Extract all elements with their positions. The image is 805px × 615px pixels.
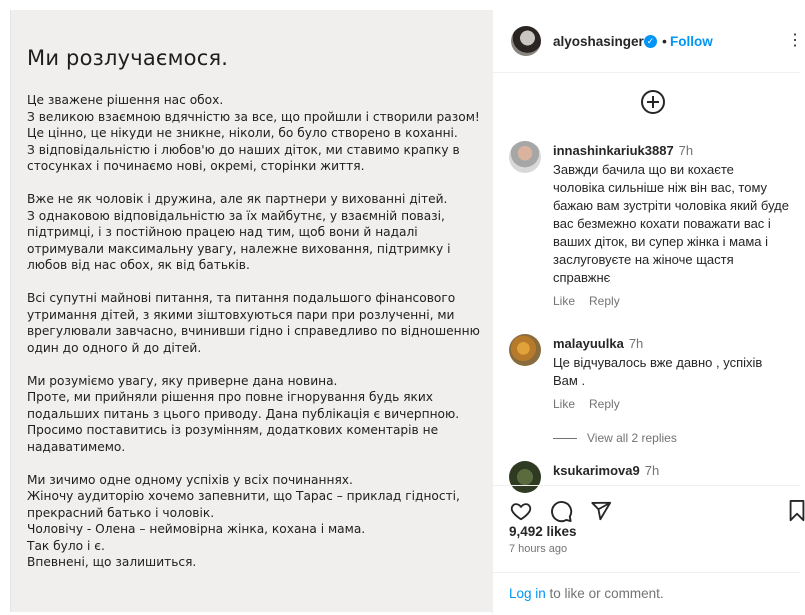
post-header <box>493 10 803 73</box>
post-image <box>10 10 492 612</box>
like-comment-button[interactable]: Like <box>553 397 576 411</box>
comment-item <box>493 461 800 485</box>
post-actions-bar <box>493 485 800 526</box>
login-link[interactable]: Log in <box>509 586 546 601</box>
comment-actions <box>553 294 634 308</box>
more-options-icon[interactable]: ⋮ <box>787 32 803 49</box>
view-replies-button[interactable] <box>553 431 677 445</box>
post-timestamp: 7 hours ago <box>509 543 568 555</box>
avatar[interactable] <box>511 26 541 56</box>
post-paragraph: Ми розуміємо увагу, яку приверне дана новина. Проте, ми прийняли рішення про повне ігнорування будь яких подальших питань з цього приводу. Дана публікація є вичерпною. Просимо поставитись із розумінням, додаткових коментарів не надаватимемо. <box>27 373 460 454</box>
share-icon[interactable] <box>590 500 612 522</box>
bookmark-icon[interactable] <box>789 500 805 522</box>
author-username[interactable]: alyoshasinger <box>553 34 644 49</box>
comment-icon[interactable] <box>550 500 573 523</box>
likes-count[interactable]: 9,492 likes <box>509 524 577 539</box>
reply-button[interactable]: Reply <box>589 294 620 308</box>
post-paragraph: Це зважене рішення нас обох. З великою взаємною вдячністю за все, що пройшли і створили разом! Це цінно, це нікуди не зникне, ніколи, бо було створено в коханні. З відповідальністю і любов'ю до наших діток, ми ставимо крапку в стосунках і починаємо нові, окремі, сторінки життя. <box>27 93 480 173</box>
commenter-username[interactable]: ksukarimova9 <box>553 463 640 478</box>
verified-badge-icon: ✓ <box>644 35 657 48</box>
comment-header <box>553 143 693 158</box>
comment-text: Завжди бачила що ви кохаєте чоловіка сильніше ніж він вас, тому бажаю вам зустріти чоловіка який буде вас безмежно кохати поважати вас і ваших діток, ви супер жінка і мама і заслуговуєте на жіноче щастя справжнє <box>553 162 789 285</box>
commenter-avatar[interactable] <box>509 141 541 173</box>
comment-header <box>553 463 659 478</box>
post-paragraph: Вже не як чоловік і дружина, але як партнери у вихованні дітей. З однаковою відповідальністю за їх майбутнє, у взаємній повазі, підтримці, і з постійною працею над тим, щоб вони й надалі отримували максимальну увагу, належне виховання, підтримку і любов від нас обох, як від батьків. <box>27 192 451 272</box>
login-bar <box>493 572 800 615</box>
comment-time: 7h <box>628 336 644 351</box>
comment-time: 7h <box>644 463 660 478</box>
comment-text: Це відчувалось вже давно , успіхів Вам . <box>553 355 763 388</box>
post-paragraph: Всі супутні майнові питання, та питання подальшого фінансового утримання дітей, з якими зіштовхуються пари при розлученні, ми врегулювали завчасно, вчинивши гідно і справедливо по відношенню один до одного й до дітей. <box>27 291 480 355</box>
comment-time: 7h <box>678 143 694 158</box>
comment-header <box>553 336 643 351</box>
post-title: Ми розлучаємося. <box>27 46 229 70</box>
login-prompt <box>509 586 664 601</box>
separator-dot: • <box>662 33 667 49</box>
login-prompt-text: to like or comment. <box>545 586 664 601</box>
load-more-comments-icon[interactable] <box>641 90 665 114</box>
view-replies-label: View all 2 replies <box>587 431 677 445</box>
commenter-username[interactable]: malayuulka <box>553 336 624 351</box>
comments-panel <box>492 10 803 614</box>
comment-actions <box>553 397 634 411</box>
heart-icon[interactable] <box>510 500 532 522</box>
follow-button[interactable]: Follow <box>670 34 713 49</box>
like-comment-button[interactable]: Like <box>553 294 576 308</box>
post-paragraph: Ми зичимо одне одному успіхів у всіх починаннях. Жіночу аудиторію хочемо запевнити, що Тарас – приклад гідності, прекрасний батько і чоловік. Чоловічу - Олена – неймовірна жінка, кохана і мама. Так було і є. Впевнені, що залишиться. <box>27 472 460 569</box>
commenter-username[interactable]: innashinkariuk3887 <box>553 143 674 158</box>
reply-button[interactable]: Reply <box>589 397 620 411</box>
post-text <box>27 92 487 587</box>
commenter-avatar[interactable] <box>509 334 541 366</box>
divider-line <box>553 438 577 439</box>
